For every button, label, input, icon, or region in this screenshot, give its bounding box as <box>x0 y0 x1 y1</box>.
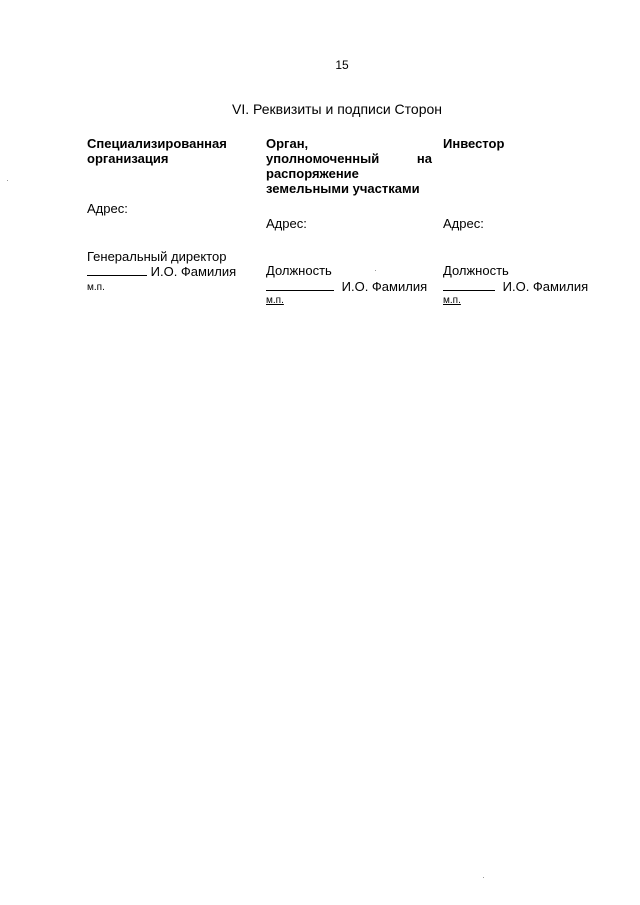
party-name-line: уполномоченный на <box>266 151 432 166</box>
party-name-line: организация <box>87 151 169 166</box>
address-label: Адрес: <box>443 216 484 231</box>
scan-speck <box>7 180 8 181</box>
signature-line <box>266 279 334 291</box>
stamp-label: м.п. <box>443 295 461 306</box>
signature-block <box>443 279 588 294</box>
party-name-line: земельными участками <box>266 181 420 196</box>
signatory-name: И.О. Фамилия <box>150 264 237 279</box>
signatory-name: И.О. Фамилия <box>502 279 589 294</box>
signature-block <box>266 279 427 294</box>
party-name <box>443 136 603 151</box>
party-name-line: Инвестор <box>443 136 505 151</box>
signatory-name: И.О. Фамилия <box>341 279 428 294</box>
scan-speck <box>375 270 376 271</box>
party-name-line: распоряжение <box>266 166 359 181</box>
stamp-label: м.п. <box>87 282 105 293</box>
party-column-investor <box>443 136 603 306</box>
party-name-line: Орган, <box>266 136 309 151</box>
stamp-label: м.п. <box>266 295 284 306</box>
page-number: 15 <box>335 58 349 72</box>
signatory-position: Должность <box>266 263 332 278</box>
party-column-authorized-body <box>266 136 432 306</box>
signature-line <box>443 279 495 291</box>
section-title: VI. Реквизиты и подписи Сторон <box>232 101 443 117</box>
signatory-position: Должность <box>443 263 509 278</box>
party-name-line: Специализированная <box>87 136 227 151</box>
scan-speck <box>483 877 484 878</box>
party-name <box>266 136 432 196</box>
signatory-position: Генеральный директор <box>87 249 227 264</box>
party-column-specialized-organization <box>87 136 252 293</box>
signature-line <box>87 264 147 276</box>
signature-block <box>87 264 236 279</box>
address-label: Адрес: <box>87 201 128 216</box>
address-label: Адрес: <box>266 216 307 231</box>
party-name <box>87 136 252 166</box>
